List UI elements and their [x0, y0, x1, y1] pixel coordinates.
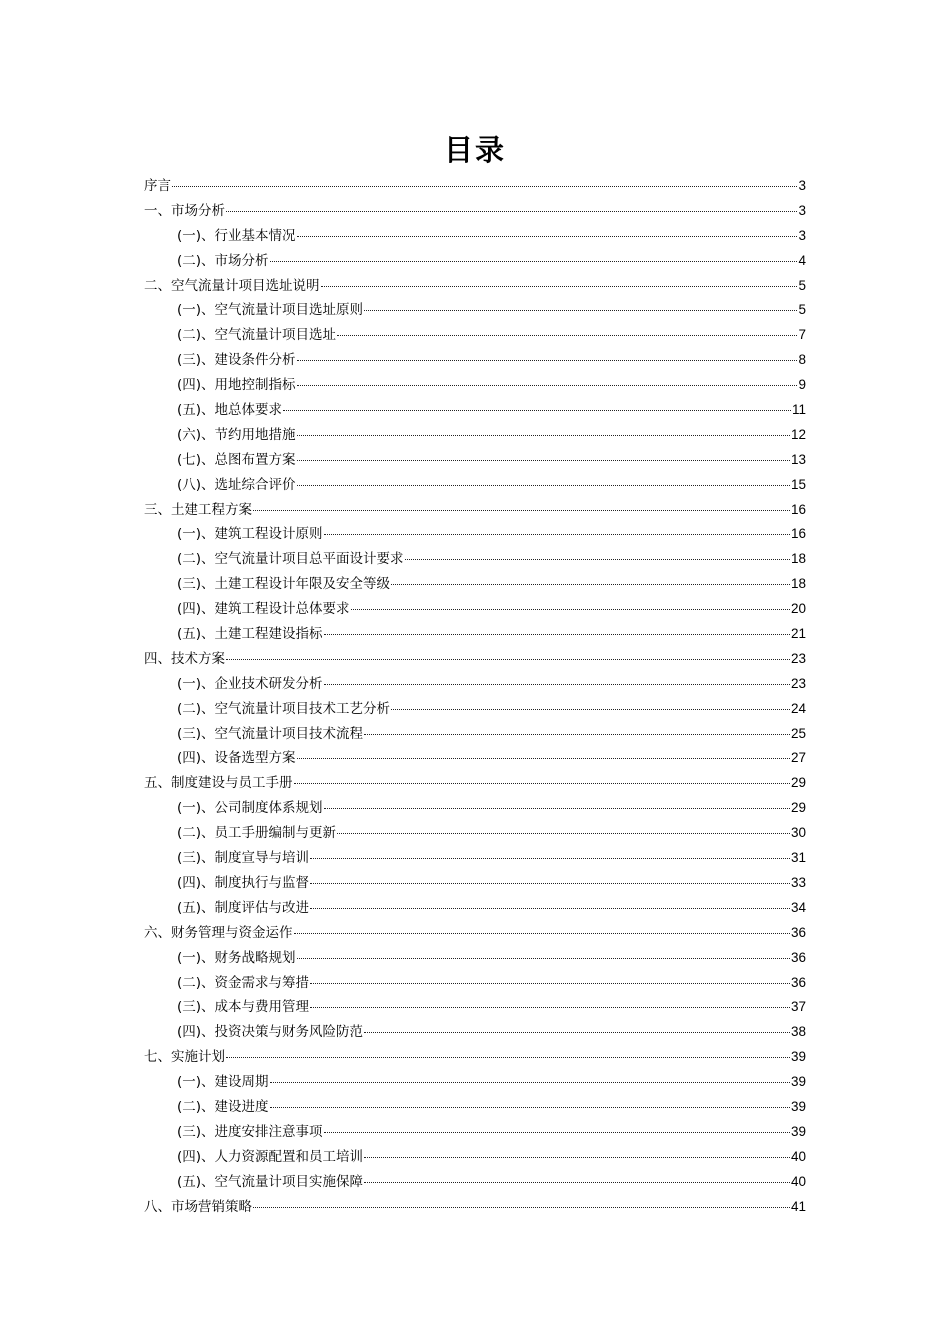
toc-page-number: 30 — [790, 825, 806, 841]
toc-entry-title: 三、土建工程方案 — [144, 501, 252, 518]
toc-entry[interactable] — [144, 622, 806, 647]
toc-entry[interactable] — [144, 647, 806, 672]
toc-dot-leader — [226, 209, 797, 212]
toc-dot-leader — [324, 682, 790, 685]
toc-entry[interactable] — [144, 846, 806, 871]
toc-entry[interactable] — [144, 971, 806, 996]
toc-entry-title: (二)、建设进度 — [177, 1098, 269, 1115]
toc-dot-leader — [324, 532, 790, 535]
toc-dot-leader — [310, 906, 790, 909]
toc-page-number: 29 — [790, 800, 806, 816]
toc-entry-title: (五)、空气流量计项目实施保障 — [177, 1173, 364, 1190]
toc-dot-leader — [270, 1080, 790, 1083]
toc-page-number: 15 — [790, 476, 806, 492]
toc-dot-leader — [297, 433, 790, 436]
toc-page-number: 7 — [798, 327, 806, 343]
toc-entry-title: (七)、总图布置方案 — [177, 451, 296, 468]
toc-page-number: 18 — [790, 551, 806, 567]
toc-entry-title: (四)、制度执行与监督 — [177, 874, 310, 891]
table-of-contents — [144, 174, 806, 1219]
toc-entry[interactable] — [144, 796, 806, 821]
toc-entry[interactable] — [144, 547, 806, 572]
toc-dot-leader — [283, 408, 791, 411]
toc-entry[interactable] — [144, 298, 806, 323]
toc-entry[interactable] — [144, 174, 806, 199]
toc-page-number: 12 — [790, 426, 806, 442]
toc-entry-title: (二)、资金需求与筹措 — [177, 974, 310, 991]
toc-page-number: 5 — [798, 277, 806, 293]
page-title: 目录 — [443, 133, 506, 167]
toc-entry-title: (三)、建设条件分析 — [177, 352, 296, 369]
toc-dot-leader — [294, 931, 790, 934]
toc-dot-leader — [297, 756, 790, 759]
toc-entry-title: (二)、空气流量计项目技术工艺分析 — [177, 700, 391, 717]
toc-entry[interactable] — [144, 697, 806, 722]
toc-dot-leader — [364, 1155, 790, 1158]
toc-page-number: 39 — [790, 1074, 806, 1090]
toc-entry-title: (四)、设备选型方案 — [177, 750, 296, 767]
toc-entry-title: (三)、制度宣导与培训 — [177, 850, 310, 867]
toc-page-number: 3 — [798, 178, 806, 193]
toc-entry[interactable] — [144, 672, 806, 697]
toc-entry[interactable] — [144, 896, 806, 921]
toc-dot-leader — [253, 508, 790, 511]
toc-dot-leader — [351, 607, 790, 610]
toc-dot-leader — [324, 632, 790, 635]
toc-dot-leader — [310, 856, 790, 859]
toc-page-number: 40 — [790, 1148, 806, 1164]
toc-page-number: 4 — [798, 252, 806, 268]
toc-entry-title: (三)、空气流量计项目技术流程 — [177, 725, 364, 742]
toc-entry[interactable] — [144, 995, 806, 1020]
toc-entry-title: (三)、成本与费用管理 — [177, 999, 310, 1016]
toc-entry[interactable] — [144, 946, 806, 971]
toc-page-number: 5 — [798, 302, 806, 318]
toc-entry-title: (五)、制度评估与改进 — [177, 899, 310, 916]
toc-dot-leader — [391, 707, 790, 710]
toc-entry[interactable] — [144, 274, 806, 299]
toc-dot-leader — [405, 557, 790, 560]
toc-page-number: 16 — [790, 501, 806, 517]
toc-page-number: 21 — [790, 626, 806, 642]
toc-dot-leader — [297, 483, 790, 486]
toc-entry-title: (八)、选址综合评价 — [177, 476, 296, 493]
toc-entry[interactable] — [144, 373, 806, 398]
toc-page-number: 24 — [790, 700, 806, 716]
toc-entry-title: 七、实施计划 — [144, 1049, 225, 1066]
toc-entry-title: (五)、土建工程建设指标 — [177, 626, 323, 643]
toc-page-number: 13 — [790, 451, 806, 467]
toc-entry[interactable] — [144, 1045, 806, 1070]
toc-page-number: 34 — [790, 899, 806, 915]
toc-entry[interactable] — [144, 398, 806, 423]
toc-entry[interactable] — [144, 473, 806, 498]
toc-entry[interactable] — [144, 224, 806, 249]
toc-entry-title: 四、技术方案 — [144, 650, 225, 667]
toc-entry[interactable] — [144, 1145, 806, 1170]
toc-page-number: 8 — [798, 352, 806, 368]
toc-entry-title: 五、制度建设与员工手册 — [144, 775, 293, 792]
toc-entry-title: (四)、人力资源配置和员工培训 — [177, 1148, 364, 1165]
toc-entry[interactable] — [144, 921, 806, 946]
toc-dot-leader — [337, 333, 797, 336]
toc-page-number: 36 — [790, 924, 806, 940]
toc-page-number: 20 — [790, 601, 806, 617]
toc-entry[interactable] — [144, 448, 806, 473]
toc-page-number: 37 — [790, 999, 806, 1015]
toc-entry[interactable] — [144, 249, 806, 274]
toc-entry-title: (一)、财务战略规划 — [177, 949, 296, 966]
toc-entry-title: (三)、进度安排注意事项 — [177, 1123, 323, 1140]
toc-entry[interactable] — [144, 821, 806, 846]
toc-entry-title: (一)、行业基本情况 — [177, 227, 296, 244]
toc-dot-leader — [310, 981, 790, 984]
toc-page-number: 31 — [790, 850, 806, 866]
toc-entry[interactable] — [144, 1095, 806, 1120]
toc-dot-leader — [364, 308, 797, 311]
toc-dot-leader — [270, 259, 798, 262]
toc-entry-title: 二、空气流量计项目选址说明 — [144, 277, 320, 294]
toc-entry-title: (四)、用地控制指标 — [177, 377, 296, 394]
toc-dot-leader — [364, 1180, 790, 1183]
toc-dot-leader — [297, 383, 798, 386]
toc-dot-leader — [321, 284, 798, 287]
toc-entry-title: (二)、空气流量计项目总平面设计要求 — [177, 551, 404, 568]
toc-entry-title: (四)、投资决策与财务风险防范 — [177, 1024, 364, 1041]
toc-entry[interactable] — [144, 348, 806, 373]
toc-entry[interactable] — [144, 1120, 806, 1145]
toc-page-number: 36 — [790, 974, 806, 990]
toc-entry[interactable] — [144, 597, 806, 622]
toc-page-number: 3 — [798, 227, 806, 243]
toc-page-number: 11 — [791, 402, 806, 418]
toc-entry-title: 一、市场分析 — [144, 202, 225, 219]
toc-entry-title: (一)、公司制度体系规划 — [177, 800, 323, 817]
toc-entry-title: (二)、市场分析 — [177, 252, 269, 269]
toc-page-number: 29 — [790, 775, 806, 791]
toc-entry-title: (一)、建设周期 — [177, 1074, 269, 1091]
toc-page-number: 18 — [790, 576, 806, 592]
toc-page-number: 39 — [790, 1049, 806, 1065]
toc-entry-title: (二)、空气流量计项目选址 — [177, 327, 337, 344]
toc-entry[interactable] — [144, 572, 806, 597]
toc-page-number: 23 — [790, 675, 806, 691]
toc-dot-leader — [226, 1055, 790, 1058]
toc-page-number: 3 — [798, 202, 806, 218]
toc-entry-title: (一)、建筑工程设计原则 — [177, 526, 323, 543]
toc-page-number: 40 — [790, 1173, 806, 1189]
toc-dot-leader — [364, 1030, 790, 1033]
toc-dot-leader — [324, 806, 790, 809]
toc-entry-title: (一)、企业技术研发分析 — [177, 675, 323, 692]
toc-page-number: 38 — [790, 1024, 806, 1040]
toc-dot-leader — [337, 831, 790, 834]
toc-page-number: 23 — [790, 650, 806, 666]
toc-entry-title: (一)、空气流量计项目选址原则 — [177, 302, 364, 319]
toc-dot-leader — [253, 1205, 790, 1208]
toc-dot-leader — [297, 358, 798, 361]
toc-page-number: 9 — [798, 377, 806, 393]
toc-dot-leader — [391, 582, 790, 585]
toc-page-number: 16 — [790, 526, 806, 542]
toc-entry[interactable] — [144, 1195, 806, 1220]
toc-dot-leader — [297, 458, 790, 461]
toc-entry[interactable] — [144, 423, 806, 448]
toc-entry[interactable] — [144, 1070, 806, 1095]
toc-entry[interactable] — [144, 1020, 806, 1045]
toc-dot-leader — [172, 184, 797, 187]
toc-dot-leader — [297, 956, 790, 959]
toc-page-number: 39 — [790, 1123, 806, 1139]
toc-dot-leader — [226, 657, 790, 660]
toc-dot-leader — [310, 1005, 790, 1008]
toc-entry-title: (六)、节约用地措施 — [177, 426, 296, 443]
toc-entry[interactable] — [144, 871, 806, 896]
toc-entry-title: 八、市场营销策略 — [144, 1198, 252, 1215]
toc-entry-title: (二)、员工手册编制与更新 — [177, 825, 337, 842]
toc-dot-leader — [270, 1105, 790, 1108]
toc-entry-title: (四)、建筑工程设计总体要求 — [177, 601, 350, 618]
toc-entry[interactable] — [144, 323, 806, 348]
toc-page-number: 27 — [790, 750, 806, 766]
toc-entry[interactable] — [144, 522, 806, 547]
toc-entry[interactable] — [144, 1170, 806, 1195]
toc-dot-leader — [364, 732, 790, 735]
toc-entry-title: (三)、土建工程设计年限及安全等级 — [177, 576, 391, 593]
toc-page-number: 33 — [790, 874, 806, 890]
toc-entry[interactable] — [144, 199, 806, 224]
toc-entry-title: 六、财务管理与资金运作 — [144, 924, 293, 941]
toc-entry[interactable] — [144, 722, 806, 747]
toc-page-number: 25 — [790, 725, 806, 741]
toc-dot-leader — [294, 781, 790, 784]
toc-entry[interactable] — [144, 771, 806, 796]
toc-page-number: 36 — [790, 949, 806, 965]
toc-dot-leader — [310, 881, 790, 884]
toc-page-number: 41 — [790, 1198, 806, 1214]
toc-dot-leader — [324, 1130, 790, 1133]
toc-entry[interactable] — [144, 746, 806, 771]
toc-page-number: 39 — [790, 1098, 806, 1114]
toc-dot-leader — [297, 234, 798, 237]
toc-entry[interactable] — [144, 498, 806, 523]
toc-entry-title: 序言 — [144, 178, 171, 194]
toc-entry-title: (五)、地总体要求 — [177, 402, 283, 419]
